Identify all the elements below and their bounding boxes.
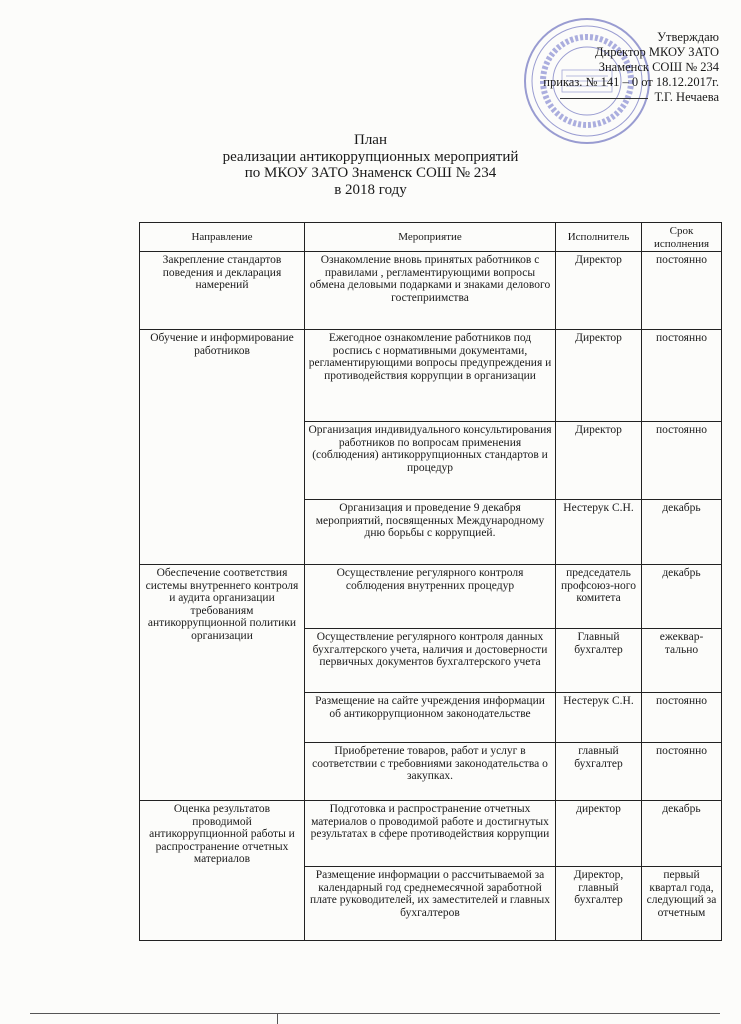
direction-cell: Обеспечение соответствия системы внутреннего контроля и аудита организации требованиям антикоррупционной политики организации	[140, 565, 305, 801]
header-term: Срок исполнения	[642, 223, 722, 252]
term-cell: декабрь	[642, 500, 722, 565]
table-row	[140, 330, 722, 422]
table-row	[140, 801, 722, 867]
approval-organization: Знаменск СОШ № 234	[598, 60, 719, 74]
executor-cell: директор	[556, 801, 642, 867]
term-cell: ежеквар-тально	[642, 629, 722, 693]
direction-cell: Обучение и информирование работников	[140, 330, 305, 565]
executor-cell: Директор	[556, 422, 642, 500]
event-cell: Приобретение товаров, работ и услуг в соответствии с требовниями законодательства о закупках.	[305, 743, 556, 801]
plan-table	[139, 222, 722, 941]
header-direction: Направление	[140, 223, 305, 252]
approval-block	[439, 30, 719, 105]
title-line-4: в 2018 году	[334, 181, 407, 198]
executor-cell: Нестерук С.Н.	[556, 693, 642, 743]
event-cell: Размещение информации о рассчитываемой за календарный год среднемесячной заработной плате руководителей, их заместителей и главных бухгалтеров	[305, 867, 556, 941]
event-cell: Организация и проведение 9 декабря мероприятий, посвященных Международному дню борьбы с коррупцией.	[305, 500, 556, 565]
approval-signature-line	[439, 90, 719, 105]
executor-cell: председатель профсоюз-ного комитета	[556, 565, 642, 629]
direction-cell: Оценка результатов проводимой антикоррупционной работы и распространение отчетных материалов	[140, 801, 305, 941]
header-event: Мероприятие	[305, 223, 556, 252]
term-cell: постоянно	[642, 693, 722, 743]
executor-cell: Директор	[556, 252, 642, 330]
event-cell: Осуществление регулярного контроля данных бухгалтерского учета, наличия и достоверности первичных документов бухгалтерского учета	[305, 629, 556, 693]
title-line-2: реализации антикоррупционных мероприятий	[222, 148, 519, 165]
event-cell: Осуществление регулярного контроля соблюдения внутренних процедур	[305, 565, 556, 629]
document-title	[0, 132, 741, 198]
event-cell: Организация индивидуального консультирования работников по вопросам применения (соблюдения) антикоррупционных стандартов и процедур	[305, 422, 556, 500]
term-cell: декабрь	[642, 801, 722, 867]
event-cell: Размещение на сайте учреждения информации об антикоррупционном законодательстве	[305, 693, 556, 743]
event-cell: Подготовка и распространение отчетных материалов о проводимой работе и достигнутых результатах в сфере противодействия коррупции	[305, 801, 556, 867]
event-cell: Ежегодное ознакомление работников под роспись с нормативными документами, регламентирующими вопросы предупреждения и противодействия коррупции в организации	[305, 330, 556, 422]
event-cell: Ознакомление вновь принятых работников с правилами , регламентирующими вопросы обмена деловыми подарками и знаками делового гостеприимства	[305, 252, 556, 330]
direction-cell: Закрепление стандартов поведения и декларация намерений	[140, 252, 305, 330]
term-cell: постоянно	[642, 422, 722, 500]
title-line-1: План	[353, 132, 387, 148]
approval-position: Директор МКОУ ЗАТО	[595, 45, 719, 59]
executor-cell: Директор, главный бухгалтер	[556, 867, 642, 941]
page-bottom-tick	[277, 1013, 278, 1024]
term-cell: декабрь	[642, 565, 722, 629]
executor-cell: главный бухгалтер	[556, 743, 642, 801]
term-cell: постоянно	[642, 252, 722, 330]
title-line-3: по МКОУ ЗАТО Знаменск СОШ № 234	[244, 165, 497, 181]
table-header-row	[140, 223, 722, 252]
executor-cell: Нестерук С.Н.	[556, 500, 642, 565]
term-cell: постоянно	[642, 743, 722, 801]
executor-cell: Директор	[556, 330, 642, 422]
term-cell: постоянно	[642, 330, 722, 422]
executor-cell: Главный бухгалтер	[556, 629, 642, 693]
approval-order: приказ. № 141 – 0 от 18.12.2017г.	[543, 75, 719, 89]
page-bottom-rule	[30, 1013, 720, 1014]
approval-signer: Т.Г. Нечаева	[654, 90, 719, 104]
header-executor: Исполнитель	[556, 223, 642, 252]
table-row	[140, 252, 722, 330]
term-cell: первый квартал года, следующий за отчетным	[642, 867, 722, 941]
approval-heading: Утверждаю	[657, 30, 719, 44]
signature-underline	[560, 98, 648, 99]
table-row	[140, 565, 722, 629]
